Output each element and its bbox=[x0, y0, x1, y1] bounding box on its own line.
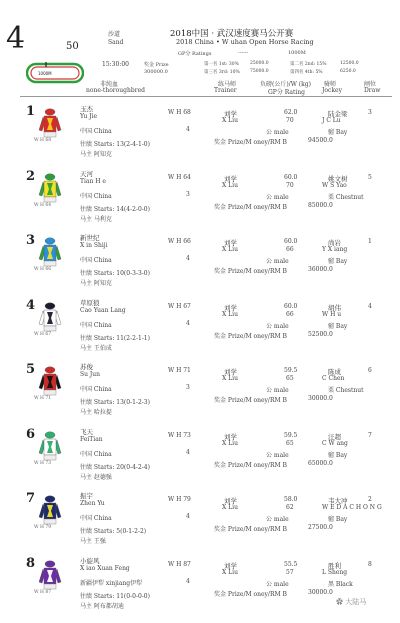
weight-value: 55.5 bbox=[284, 560, 298, 568]
rating-value: 65 bbox=[286, 439, 294, 447]
horse-owner: 马主 阿知克 bbox=[80, 280, 112, 287]
rating-value: 65 bbox=[286, 375, 294, 382]
runner-number: 3 bbox=[26, 233, 36, 248]
trainer-cn: 刘学 bbox=[224, 497, 237, 505]
horse-record: 往绩 Starts: 11(0-0-0-0) bbox=[80, 592, 150, 600]
trainer-cn: 刘学 bbox=[224, 174, 237, 183]
horse-sex: 公 male bbox=[266, 387, 289, 394]
jockey-cn: 陈成 bbox=[328, 368, 341, 376]
runner-number: 2 bbox=[26, 168, 36, 184]
trainer-en: X Liu bbox=[222, 117, 238, 124]
prize-label: 奖金 Prize/M oney/RM B bbox=[214, 203, 287, 211]
header-divider bbox=[20, 96, 392, 97]
horse-color: 骝 Bay bbox=[328, 322, 348, 330]
horse-owner: 马主 马利克 bbox=[80, 215, 112, 223]
trainer-en: X Liu bbox=[222, 375, 238, 382]
prize-label: 奖金 Prize/M oney/RM B bbox=[214, 590, 287, 598]
race-number: 4 bbox=[6, 21, 26, 56]
runner-row bbox=[0, 491, 400, 557]
runner-number: 5 bbox=[26, 362, 36, 377]
horse-sex: 公 male bbox=[266, 451, 289, 459]
trainer-en: X Liu bbox=[222, 439, 238, 447]
prize-value: 30000.0 bbox=[308, 395, 333, 402]
jockey-en: C W ang bbox=[322, 439, 348, 447]
runner-row bbox=[0, 233, 400, 299]
weight-value: 59.5 bbox=[284, 367, 298, 374]
horse-name-cn: 新世纪 bbox=[80, 234, 100, 242]
horse-code: W H 79 bbox=[168, 496, 191, 503]
silk-code-caption: W H 87 bbox=[34, 589, 52, 595]
horse-code: W H 67 bbox=[168, 302, 191, 310]
runner-number: 7 bbox=[26, 491, 36, 506]
horse-age: 4 bbox=[186, 319, 190, 327]
race-title: 2018中国 · 武汉速度赛马公开赛 bbox=[170, 29, 294, 39]
horse-country: 中国 China bbox=[80, 257, 112, 264]
jockey-silk-icon bbox=[38, 108, 62, 140]
distance-label: 1000M bbox=[288, 50, 306, 56]
col-weight-en: GP分 Rating bbox=[268, 89, 306, 96]
weight-value: 62.0 bbox=[284, 109, 298, 116]
prize-label: 奖金 Prize/M oney/RM B bbox=[214, 268, 287, 275]
silk-code-caption: W H 79 bbox=[34, 525, 52, 530]
silk-code-caption: W H 71 bbox=[34, 396, 52, 401]
col-weight-cn: 负磅(公斤)/W (kg) bbox=[260, 81, 311, 88]
draw-number: 8 bbox=[368, 560, 372, 568]
horse-name-en: Tian H e bbox=[80, 177, 106, 185]
horse-name-en: Yu Jie bbox=[80, 113, 98, 120]
place-2-value: 12500.0 bbox=[340, 61, 359, 66]
race-time: 15:30:00 bbox=[102, 61, 129, 68]
horse-name-cn: 草原狼 bbox=[80, 298, 100, 307]
horse-color: 黑 Black bbox=[328, 580, 353, 588]
rating-value: 70 bbox=[286, 181, 294, 189]
surface-en: Sand bbox=[108, 39, 124, 46]
horse-record: 往绩 Starts: 14(4-2-0-0) bbox=[80, 205, 150, 213]
horse-color: 栗 Chestnut bbox=[328, 193, 364, 201]
jockey-silk-icon bbox=[38, 495, 62, 527]
prize-label: 奖金 Prize/M oney/RM B bbox=[214, 139, 287, 146]
horse-country: 中国 China bbox=[80, 128, 112, 135]
horse-sex: 公 male bbox=[266, 129, 289, 136]
trainer-en: X Liu bbox=[222, 310, 238, 318]
logo-text: 大陆马 bbox=[345, 598, 367, 606]
runner-row bbox=[0, 104, 400, 170]
horse-color: 栗 Chestnut bbox=[328, 387, 364, 394]
prize-value: 27500.0 bbox=[308, 524, 333, 531]
horse-color: 骝 Bay bbox=[328, 516, 348, 523]
draw-number: 5 bbox=[368, 173, 372, 181]
horse-name-cn: 苏俊 bbox=[80, 363, 93, 371]
horse-country: 中国 China bbox=[80, 386, 112, 393]
horse-code: W H 64 bbox=[168, 173, 191, 181]
rating-value: 57 bbox=[286, 568, 294, 576]
weight-value: 58.0 bbox=[284, 496, 298, 503]
logo-icon: ✿ bbox=[336, 598, 346, 606]
draw-number: 2 bbox=[368, 496, 372, 503]
runner-number: 6 bbox=[26, 426, 36, 442]
trainer-cn: 刘学 bbox=[224, 561, 237, 570]
horse-age: 3 bbox=[186, 384, 190, 391]
weight-value: 60.0 bbox=[284, 173, 298, 181]
prize-value: 36000.0 bbox=[308, 266, 333, 273]
draw-number: 6 bbox=[368, 367, 372, 374]
horse-record: 往绩 Starts: 5(0-1-2-2) bbox=[80, 528, 147, 535]
jockey-cn: 胡伟 bbox=[328, 303, 341, 312]
prize-label: 奖金 Prize/M oney/RM B bbox=[214, 461, 287, 469]
place-1-label: 第一名 1st: 30% bbox=[204, 62, 239, 67]
runner-row bbox=[0, 427, 400, 493]
gp-rating-value: ------ bbox=[238, 50, 249, 56]
horse-country: 中国 China bbox=[80, 515, 112, 522]
prize-value: 65000.0 bbox=[308, 459, 333, 467]
horse-owner: 马主 阿知克 bbox=[80, 151, 112, 158]
col-trainer-en: Trainer bbox=[214, 87, 237, 94]
trainer-cn: 刘学 bbox=[224, 432, 237, 441]
rating-value: 66 bbox=[286, 310, 294, 318]
horse-owner: 马主 哈拉提 bbox=[80, 409, 112, 416]
draw-number: 7 bbox=[368, 431, 372, 439]
horse-record: 往绩 Starts: 13(0-1-2-3) bbox=[80, 399, 150, 406]
horse-owner: 马主 赵德强 bbox=[80, 473, 112, 481]
runner-number: 1 bbox=[26, 104, 36, 119]
col-draw-cn: 闸位 bbox=[364, 81, 377, 88]
jockey-en: L Sheng bbox=[322, 568, 348, 576]
rating-value: 62 bbox=[286, 504, 294, 511]
horse-sex: 公 male bbox=[266, 516, 289, 523]
horse-name-cn: 飞天 bbox=[80, 427, 93, 436]
horse-code: W H 68 bbox=[168, 109, 191, 116]
horse-code: W H 66 bbox=[168, 238, 191, 245]
jockey-en: W S Yao bbox=[322, 181, 347, 189]
track-oval-icon bbox=[26, 62, 84, 84]
horse-code: W H 73 bbox=[168, 431, 191, 439]
horse-sex: 公 male bbox=[266, 580, 289, 588]
jockey-en: Y X iang bbox=[322, 246, 348, 253]
jockey-en: J C Lu bbox=[322, 117, 341, 124]
horse-name-cn: 小旋风 bbox=[80, 556, 100, 565]
weight-value: 60.0 bbox=[284, 238, 298, 245]
trainer-en: X Liu bbox=[222, 568, 238, 576]
horse-name-cn: 振宇 bbox=[80, 492, 93, 500]
horse-country: 中国 China bbox=[80, 192, 112, 200]
horse-sex: 公 male bbox=[266, 322, 289, 330]
col-jockey-cn: 骑师 bbox=[324, 81, 337, 88]
prize-label: 奖金 Prize/M oney/RM B bbox=[214, 332, 287, 340]
prize-value: 85000.0 bbox=[308, 201, 333, 209]
prize-value: 30000.0 bbox=[308, 588, 333, 596]
jockey-silk-icon bbox=[38, 366, 62, 398]
horse-sex: 公 male bbox=[266, 258, 289, 265]
prize-total: 300000.0 bbox=[144, 69, 168, 75]
place-2-label: 第二名 2nd: 15% bbox=[290, 62, 327, 67]
draw-number: 1 bbox=[368, 238, 372, 245]
trainer-cn: 刘学 bbox=[224, 303, 237, 312]
jockey-en: W H u bbox=[322, 310, 342, 318]
horse-name-en: Zhen Yu bbox=[80, 500, 105, 507]
horse-record: 往绩 Starts: 13(2-4-1-0) bbox=[80, 141, 150, 148]
col-draw-en: Draw bbox=[364, 87, 381, 94]
silk-code-caption: W H 73 bbox=[34, 460, 52, 466]
runner-number: 4 bbox=[26, 297, 36, 313]
horse-record: 往绩 Starts: 20(0-4-2-4) bbox=[80, 463, 150, 471]
jockey-cn: 陆金梁 bbox=[328, 110, 348, 118]
place-4-value: 6250.0 bbox=[340, 69, 356, 74]
runner-row bbox=[0, 556, 400, 622]
weight-value: 60.0 bbox=[284, 302, 298, 310]
surface-cn: 沙道 bbox=[108, 31, 121, 38]
jockey-cn: 尚岩 bbox=[328, 239, 341, 247]
prize-label: 奖金 Prize/M oney/RM B bbox=[214, 526, 287, 533]
horse-name-cn: 玉杰 bbox=[80, 105, 93, 113]
horse-sex: 公 male bbox=[266, 193, 289, 201]
horse-record: 往绩 Starts: 11(2-2-1-1) bbox=[80, 334, 150, 342]
horse-country: 中国 China bbox=[80, 321, 112, 329]
horse-name-cn: 天河 bbox=[80, 169, 93, 178]
place-4-label: 第四名 4th: 5% bbox=[290, 70, 323, 75]
horse-age: 3 bbox=[186, 190, 190, 198]
jockey-silk-icon bbox=[38, 560, 62, 592]
jockey-cn: 胜利 bbox=[328, 561, 341, 570]
trainer-en: X Liu bbox=[222, 504, 238, 511]
jockey-en: C Chen bbox=[322, 375, 345, 382]
col-trainer-cn: 练马师 bbox=[218, 81, 237, 88]
place-1-value: 25000.0 bbox=[250, 61, 269, 66]
horse-owner: 马主 阿布都胡迪 bbox=[80, 602, 124, 610]
draw-number: 4 bbox=[368, 302, 372, 310]
weight-value: 59.5 bbox=[284, 431, 298, 439]
jockey-silk-icon bbox=[38, 173, 62, 205]
jockey-silk-icon bbox=[38, 302, 62, 334]
rating-value: 66 bbox=[286, 246, 294, 253]
place-3-label: 第三名 3rd: 10% bbox=[204, 70, 240, 75]
horse-code: W H 87 bbox=[168, 560, 191, 568]
horse-name-en: Su Jun bbox=[80, 371, 101, 378]
horse-age: 4 bbox=[186, 448, 190, 456]
horse-color: 骝 Bay bbox=[328, 129, 348, 136]
track-length-label: 1000M bbox=[38, 71, 52, 76]
silk-code-caption: W H 68 bbox=[34, 138, 52, 143]
horse-record: 往绩 Starts: 10(0-3-3-0) bbox=[80, 270, 150, 277]
jockey-en: W E D A C H O N G bbox=[322, 504, 382, 511]
horse-color: 骝 Bay bbox=[328, 258, 348, 265]
horse-age: 4 bbox=[186, 513, 190, 520]
jockey-silk-icon bbox=[38, 237, 62, 269]
draw-number: 3 bbox=[368, 109, 372, 116]
trainer-cn: 刘学 bbox=[224, 368, 237, 376]
prize-label: 奖金 Prize/M oney/RM B bbox=[214, 397, 287, 404]
horse-country: 新疆伊犁 xinjiang伊犁 bbox=[80, 579, 143, 587]
brand-logo bbox=[336, 597, 366, 607]
race-distance: 50 bbox=[66, 41, 79, 52]
trainer-cn: 刘学 bbox=[224, 110, 237, 118]
prize-value: 52500.0 bbox=[308, 330, 333, 338]
horse-code: W H 71 bbox=[168, 367, 191, 374]
prize-value: 94500.0 bbox=[308, 137, 333, 144]
prize-label: 奖金 Prize bbox=[144, 62, 169, 68]
silk-code-caption: W H 67 bbox=[34, 331, 52, 337]
runner-row bbox=[0, 169, 400, 235]
trainer-en: X Liu bbox=[222, 246, 238, 253]
runner-row bbox=[0, 362, 400, 428]
trainer-en: X Liu bbox=[222, 181, 238, 189]
horse-name-en: X iao Xuan Feng bbox=[80, 564, 130, 572]
jockey-cn: 汪超 bbox=[328, 432, 341, 441]
horse-age: 4 bbox=[186, 577, 190, 585]
rating-value: 70 bbox=[286, 117, 294, 124]
jockey-cn: 韦大冲 bbox=[328, 497, 348, 505]
place-3-value: 75000.0 bbox=[250, 69, 269, 74]
race-type-cn: 非纯血 bbox=[100, 81, 119, 88]
horse-name-en: X in Shiji bbox=[80, 242, 108, 249]
col-jockey-en: Jockey bbox=[322, 87, 342, 94]
gp-rating-label: GP分 Ratings bbox=[178, 51, 212, 57]
race-subtitle: 2018 China • W uhan Open Horse Racing bbox=[176, 38, 314, 46]
race-type-en: none-thoroughbred bbox=[86, 87, 145, 94]
horse-age: 4 bbox=[186, 255, 190, 262]
horse-color: 骝 Bay bbox=[328, 451, 348, 459]
runner-number: 8 bbox=[26, 555, 36, 571]
jockey-silk-icon bbox=[38, 431, 62, 463]
silk-code-caption: W H 64 bbox=[34, 202, 52, 208]
jockey-cn: 姚文树 bbox=[328, 174, 348, 183]
horse-name-en: Cao Yuan Lang bbox=[80, 306, 126, 314]
horse-country: 中国 China bbox=[80, 450, 112, 458]
horse-age: 4 bbox=[186, 126, 190, 133]
runner-row bbox=[0, 298, 400, 364]
silk-code-caption: W H 66 bbox=[34, 267, 52, 272]
horse-owner: 马主 王强 bbox=[80, 538, 106, 545]
trainer-cn: 刘学 bbox=[224, 239, 237, 247]
horse-name-en: FeiTian bbox=[80, 435, 103, 443]
horse-owner: 马主 王伯成 bbox=[80, 344, 112, 352]
